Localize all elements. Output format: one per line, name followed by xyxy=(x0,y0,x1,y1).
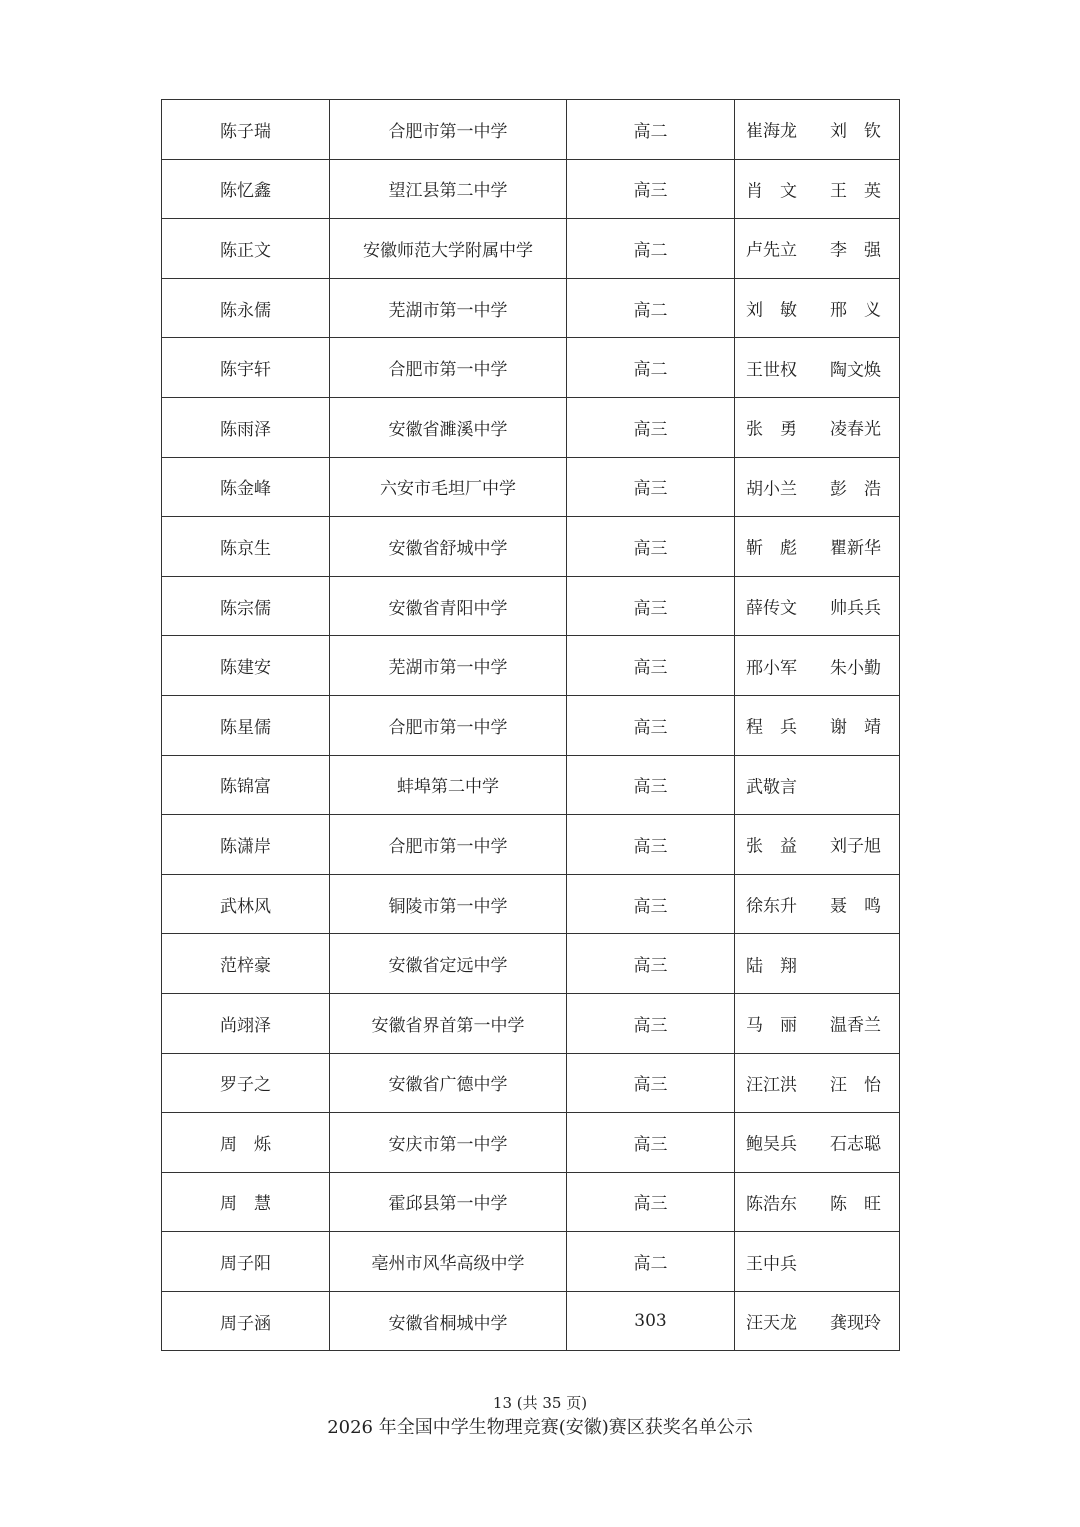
teacher-secondary: 邢 义 xyxy=(830,300,881,321)
teacher-secondary: 凌春光 xyxy=(830,419,881,440)
teacher-secondary: 帅兵兵 xyxy=(830,598,881,619)
grade-cell: 303 xyxy=(567,1291,735,1351)
teacher-secondary: 彭 浩 xyxy=(830,479,881,500)
teacher-secondary: 瞿新华 xyxy=(830,538,881,559)
table-row xyxy=(162,815,900,875)
student-name-cell: 陈星儒 xyxy=(162,695,330,755)
teachers-cell xyxy=(735,636,900,696)
student-name-cell: 周子涵 xyxy=(162,1291,330,1351)
teacher-primary: 王中兵 xyxy=(746,1254,797,1275)
teacher-primary: 汪江洪 xyxy=(746,1075,797,1096)
page-number: 13 (共 35 页) xyxy=(492,1394,588,1412)
grade-cell: 高三 xyxy=(567,815,735,875)
student-name-cell: 陈金峰 xyxy=(162,457,330,517)
school-cell: 合肥市第一中学 xyxy=(330,338,567,398)
teachers-cell xyxy=(735,1291,900,1351)
teacher-secondary: 石志聪 xyxy=(830,1134,881,1155)
teachers-cell xyxy=(735,1172,900,1232)
table-row xyxy=(162,100,900,160)
student-name-cell: 陈京生 xyxy=(162,517,330,577)
grade-cell: 高三 xyxy=(567,636,735,696)
grade-cell: 高二 xyxy=(567,219,735,279)
school-cell: 安徽省青阳中学 xyxy=(330,576,567,636)
grade-cell: 高三 xyxy=(567,576,735,636)
teachers-cell xyxy=(735,457,900,517)
grade-cell: 高三 xyxy=(567,1172,735,1232)
teachers-cell xyxy=(735,1053,900,1113)
student-name-cell: 陈锦富 xyxy=(162,755,330,815)
teacher-primary: 张 勇 xyxy=(746,419,797,440)
teachers-cell xyxy=(735,338,900,398)
school-cell: 亳州市风华高级中学 xyxy=(330,1232,567,1292)
table-body xyxy=(162,100,900,1351)
school-cell: 芜湖市第一中学 xyxy=(330,278,567,338)
teachers-cell xyxy=(735,219,900,279)
teacher-primary: 马 丽 xyxy=(746,1015,797,1036)
table-row xyxy=(162,695,900,755)
school-cell: 安徽省广德中学 xyxy=(330,1053,567,1113)
grade-cell: 高三 xyxy=(567,1053,735,1113)
teacher-primary: 汪天龙 xyxy=(746,1313,797,1334)
teachers-cell xyxy=(735,278,900,338)
teacher-secondary: 王 英 xyxy=(830,181,881,202)
school-cell: 铜陵市第一中学 xyxy=(330,874,567,934)
school-cell: 安徽省界首第一中学 xyxy=(330,993,567,1053)
teacher-primary: 薛传文 xyxy=(746,598,797,619)
grade-cell: 高三 xyxy=(567,517,735,577)
school-cell: 安徽省舒城中学 xyxy=(330,517,567,577)
award-list-table-container xyxy=(161,99,899,1351)
teachers-cell xyxy=(735,1232,900,1292)
teachers-cell xyxy=(735,934,900,994)
student-name-cell: 陈宗儒 xyxy=(162,576,330,636)
school-cell: 合肥市第一中学 xyxy=(330,695,567,755)
student-name-cell: 陈潇岸 xyxy=(162,815,330,875)
teachers-cell xyxy=(735,100,900,160)
table-row xyxy=(162,934,900,994)
table-row xyxy=(162,874,900,934)
teacher-primary: 程 兵 xyxy=(746,717,797,738)
teachers-cell xyxy=(735,576,900,636)
student-name-cell: 罗子之 xyxy=(162,1053,330,1113)
student-name-cell: 尚翊泽 xyxy=(162,993,330,1053)
school-cell: 安徽省定远中学 xyxy=(330,934,567,994)
school-cell: 安徽省濉溪中学 xyxy=(330,397,567,457)
student-name-cell: 周 烁 xyxy=(162,1113,330,1173)
grade-cell: 高二 xyxy=(567,1232,735,1292)
teacher-primary: 胡小兰 xyxy=(746,479,797,500)
student-name-cell: 陈永儒 xyxy=(162,278,330,338)
teacher-secondary: 汪 怡 xyxy=(830,1075,881,1096)
teacher-primary: 卢先立 xyxy=(746,240,797,261)
table-row xyxy=(162,457,900,517)
teacher-primary: 陈浩东 xyxy=(746,1194,797,1215)
student-name-cell: 陈雨泽 xyxy=(162,397,330,457)
teacher-primary: 靳 彪 xyxy=(746,538,797,559)
grade-cell: 高三 xyxy=(567,755,735,815)
student-name-cell: 范梓豪 xyxy=(162,934,330,994)
student-name-cell: 周 慧 xyxy=(162,1172,330,1232)
school-cell: 六安市毛坦厂中学 xyxy=(330,457,567,517)
teachers-cell xyxy=(735,1113,900,1173)
table-row xyxy=(162,1113,900,1173)
teacher-primary: 张 益 xyxy=(746,836,797,857)
teachers-cell xyxy=(735,815,900,875)
table-row xyxy=(162,338,900,398)
table-row xyxy=(162,993,900,1053)
document-title: 2026 年全国中学生物理竞赛(安徽)赛区获奖名单公示 xyxy=(327,1417,753,1438)
teacher-primary: 邢小军 xyxy=(746,658,797,679)
teacher-secondary: 谢 靖 xyxy=(830,717,881,738)
teachers-cell xyxy=(735,695,900,755)
teacher-secondary: 龚现玲 xyxy=(830,1313,881,1334)
teacher-primary: 徐东升 xyxy=(746,896,797,917)
grade-cell: 高三 xyxy=(567,934,735,994)
teachers-cell xyxy=(735,397,900,457)
teachers-cell xyxy=(735,874,900,934)
table-row xyxy=(162,1172,900,1232)
teacher-secondary: 陈 旺 xyxy=(830,1194,881,1215)
school-cell: 望江县第二中学 xyxy=(330,159,567,219)
teacher-secondary: 朱小勤 xyxy=(830,658,881,679)
student-name-cell: 周子阳 xyxy=(162,1232,330,1292)
student-name-cell: 陈忆鑫 xyxy=(162,159,330,219)
student-name-cell: 陈子瑞 xyxy=(162,100,330,160)
teachers-cell xyxy=(735,993,900,1053)
school-cell: 合肥市第一中学 xyxy=(330,815,567,875)
teachers-cell xyxy=(735,159,900,219)
table-row xyxy=(162,1232,900,1292)
grade-cell: 高三 xyxy=(567,993,735,1053)
teacher-secondary: 李 强 xyxy=(830,240,881,261)
school-cell: 芜湖市第一中学 xyxy=(330,636,567,696)
teacher-secondary: 温香兰 xyxy=(830,1015,881,1036)
school-cell: 安徽省桐城中学 xyxy=(330,1291,567,1351)
table-row xyxy=(162,755,900,815)
student-name-cell: 陈正文 xyxy=(162,219,330,279)
grade-cell: 高三 xyxy=(567,874,735,934)
student-name-cell: 陈建安 xyxy=(162,636,330,696)
teacher-secondary: 聂 鸣 xyxy=(830,896,881,917)
teacher-primary: 陆 翔 xyxy=(746,956,797,977)
teacher-primary: 王世权 xyxy=(746,360,797,381)
grade-cell: 高三 xyxy=(567,397,735,457)
grade-cell: 高三 xyxy=(567,159,735,219)
teachers-cell xyxy=(735,755,900,815)
teacher-primary: 崔海龙 xyxy=(746,121,797,142)
table-row xyxy=(162,636,900,696)
teacher-secondary: 刘子旭 xyxy=(830,836,881,857)
school-cell: 霍邱县第一中学 xyxy=(330,1172,567,1232)
teachers-cell xyxy=(735,517,900,577)
table-row xyxy=(162,517,900,577)
grade-cell: 高二 xyxy=(567,100,735,160)
grade-cell: 高三 xyxy=(567,457,735,517)
teacher-primary: 肖 文 xyxy=(746,181,797,202)
teacher-secondary: 陶文焕 xyxy=(830,360,881,381)
grade-cell: 高二 xyxy=(567,278,735,338)
table-row xyxy=(162,397,900,457)
table-row xyxy=(162,278,900,338)
school-cell: 合肥市第一中学 xyxy=(330,100,567,160)
table-row xyxy=(162,1053,900,1113)
grade-cell: 高二 xyxy=(567,338,735,398)
table-row xyxy=(162,576,900,636)
school-cell: 安徽师范大学附属中学 xyxy=(330,219,567,279)
table-row xyxy=(162,159,900,219)
school-cell: 蚌埠第二中学 xyxy=(330,755,567,815)
grade-cell: 高三 xyxy=(567,695,735,755)
student-name-cell: 武林风 xyxy=(162,874,330,934)
teacher-primary: 武敬言 xyxy=(746,777,797,798)
table-row xyxy=(162,219,900,279)
award-list-table xyxy=(161,99,900,1351)
teacher-primary: 刘 敏 xyxy=(746,300,797,321)
student-name-cell: 陈宇轩 xyxy=(162,338,330,398)
grade-cell: 高三 xyxy=(567,1113,735,1173)
teacher-secondary: 刘 钦 xyxy=(830,121,881,142)
teacher-primary: 鲍吴兵 xyxy=(746,1134,797,1155)
school-cell: 安庆市第一中学 xyxy=(330,1113,567,1173)
table-row xyxy=(162,1291,900,1351)
